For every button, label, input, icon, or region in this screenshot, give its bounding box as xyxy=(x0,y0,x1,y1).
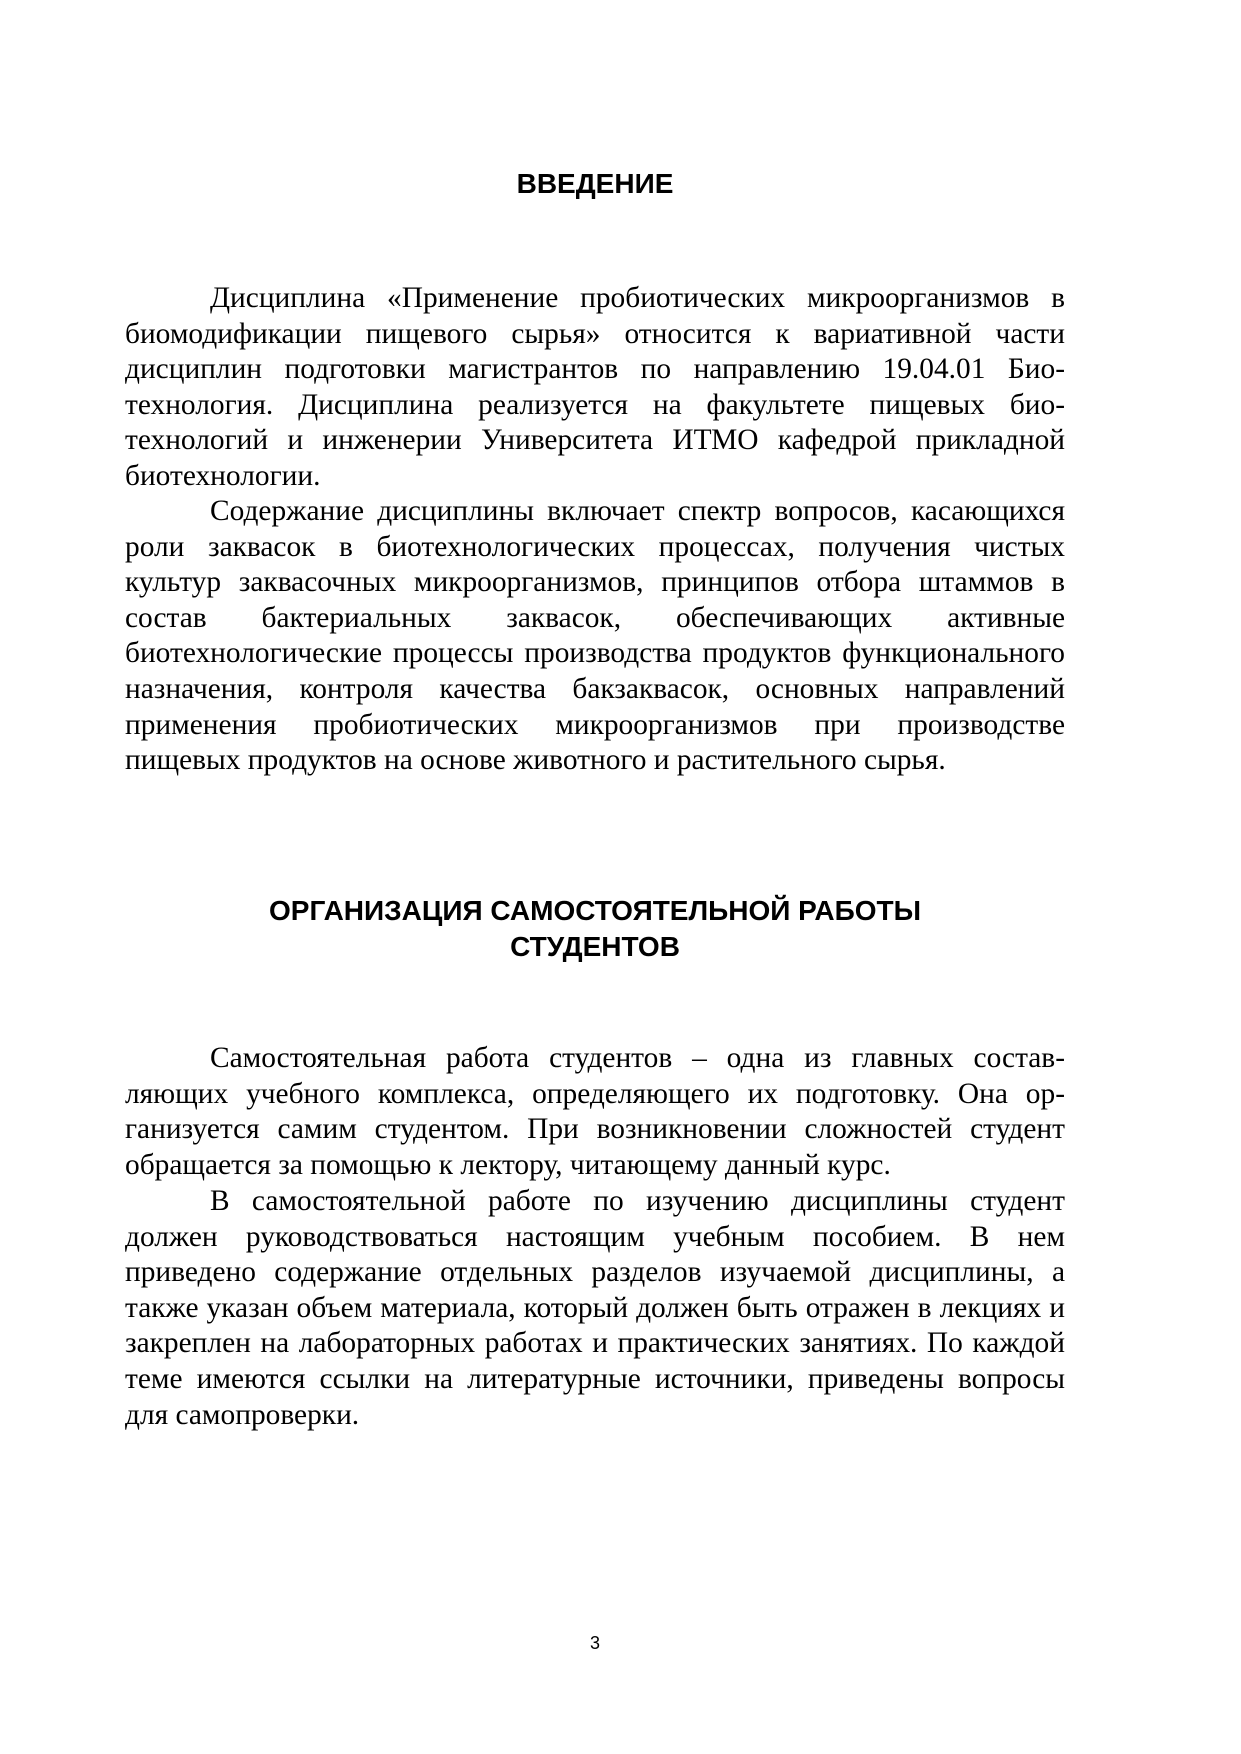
intro-paragraph-1: Дисциплина «Применение пробиотических микроорганизмов в биомодификации пищевого сырья» относится к вариативной части дисциплин подготовки магистрантов по направлению 19.04.01 Биотехнология. Дисциплина реализуется на факультете пищевых биотехнологий и инженерии Университета ИТМО кафедрой прикладной биотехнологии. xyxy=(125,282,1065,492)
page-number: 3 xyxy=(589,1633,600,1653)
section-title-text: ВВЕДЕНИЕ xyxy=(516,168,674,199)
section-title-self-study xyxy=(0,893,1190,965)
self-study-paragraph-2: В самостоятельной работе по изучению дисциплины студент должен руководствоваться настоящим учебным пособием. В нем приведено содержание отдельных разделов изучаемой дисциплины, а также указан объем материала, который должен быть отражен в лекциях и закреплен на лабораторных работах и практических занятиях. По каждой теме имеются ссылки на литературные источники, приведены вопросы для самопроверки. xyxy=(125,1185,1065,1431)
section-title-line-2: СТУДЕНТОВ xyxy=(510,931,680,962)
self-study-paragraph-1: Самостоятельная работа студентов – одна из главных составляющих учебного комплекса, определяющего их подготовку. Она организуется самим студентом. При возникновении сложностей студент обращается за помощью к лектору, читающему данный курс. xyxy=(125,1042,1065,1181)
section-title-line-1: ОРГАНИЗАЦИЯ САМОСТОЯТЕЛЬНОЙ РАБОТЫ xyxy=(269,895,921,926)
section-title-introduction xyxy=(0,166,1190,202)
intro-paragraph-2: Содержание дисциплины включает спектр вопросов, касающихся роли заквасок в биотехнологических процессах, получения чистых культур заквасочных микроорганизмов, принципов отбора штаммов в состав бактериальных заквасок, обеспечивающих активные биотехнологические процессы производства продуктов функционального назначения, контроля качества бакзаквасок, основных направлений применения пробиотических микроорганизмов при производстве пищевых продуктов на основе животного и растительного сырья. xyxy=(125,495,1065,777)
